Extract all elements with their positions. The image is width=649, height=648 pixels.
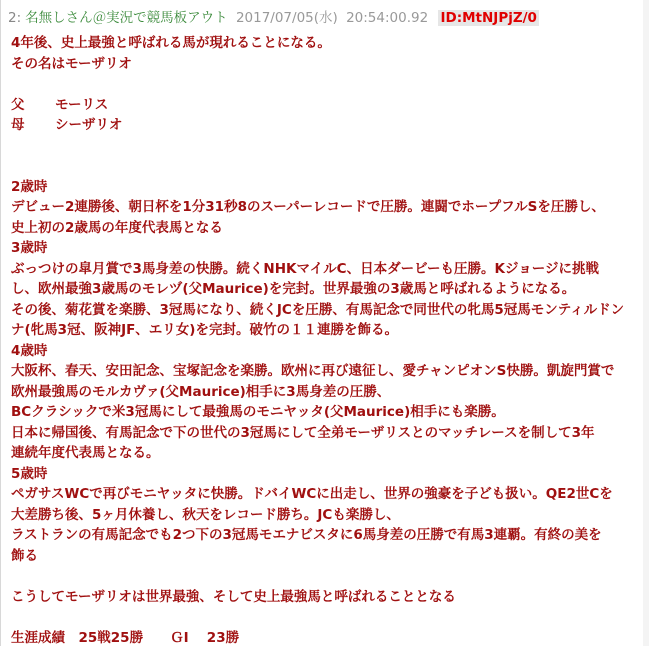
age3-line: ナ(牝馬3冠、阪神JF、エリ女)を完封。破竹の１１連勝を飾る。 — [11, 320, 641, 341]
age3-line: その後、菊花賞を楽勝、3冠馬になり、続くJCを圧勝、有馬記念で同世代の牝馬5冠馬モンティルドン — [11, 300, 641, 321]
pedigree-dam — [11, 115, 641, 136]
conclusion-line: こうしてモーザリオは世界最強、そして史上最強馬と呼ばれることとなる — [11, 587, 641, 608]
post-body — [11, 33, 641, 648]
age3-heading: 3歳時 — [11, 238, 641, 259]
blank-line — [11, 607, 641, 628]
sire-name: モーリス — [55, 97, 108, 113]
blank-line — [11, 74, 641, 95]
age2-line: デビュー2連勝後、朝日杯を1分31秒8のスーパーレコードで圧勝。連闘でホープフルSを圧勝し、 — [11, 197, 641, 218]
post-number[interactable]: 2: — [8, 10, 21, 26]
intro-line: 4年後、史上最強と呼ばれる馬が現れることになる。 — [11, 33, 641, 54]
post-time: 20:54:00.92 — [346, 10, 428, 26]
post-header — [8, 10, 543, 27]
age4-line: BCクラシックで米3冠馬にして最強馬のモニヤッタ(父Maurice)相手にも楽勝。 — [11, 402, 641, 423]
age4-line: 連続年度代表馬となる。 — [11, 443, 641, 464]
age4-line: 日本に帰国後、有馬記念で下の世代の3冠馬にして全弟モーザリスとのマッチレースを制して3年 — [11, 423, 641, 444]
age2-heading: 2歳時 — [11, 177, 641, 198]
age5-line: 大差勝ち後、5ヶ月休養し、秋天をレコード勝ち。JCも楽勝し、 — [11, 505, 641, 526]
age5-line: ラストランの有馬記念でも2つ下の3冠馬モエナビスタに6馬身差の圧勝で有馬3連覇。有終の美を — [11, 525, 641, 546]
blank-line — [11, 156, 641, 177]
age4-line: 欧州最強馬のモルカヴァ(父Maurice)相手に3馬身差の圧勝、 — [11, 382, 641, 403]
career-record: 生涯成績 25戦25勝 ＧⅠ 23勝 — [11, 628, 641, 648]
age4-line: 大阪杯、春天、安田記念、宝塚記念を楽勝。欧州に再び遠征し、愛チャンピオンS快勝。凱旋門賞で — [11, 361, 641, 382]
post-date: 2017/07/05(水) — [236, 10, 338, 26]
dam-label: 母 — [11, 115, 55, 136]
age4-heading: 4歳時 — [11, 341, 641, 362]
blank-line — [11, 136, 641, 157]
page-scrollbar[interactable] — [643, 0, 649, 646]
age3-line: ぶっつけの皐月賞で3馬身差の快勝。続くNHKマイルC、日本ダービーも圧勝。Kジョージに挑戦 — [11, 259, 641, 280]
blank-line — [11, 566, 641, 587]
dam-name: シーザリオ — [55, 117, 122, 133]
intro-line: その名はモーザリオ — [11, 54, 641, 75]
poster-name[interactable]: 名無しさん＠実況で競馬板アウト — [25, 10, 228, 26]
pedigree-sire — [11, 95, 641, 116]
age5-heading: 5歳時 — [11, 464, 641, 485]
age5-line: 飾る — [11, 546, 641, 567]
poster-id[interactable]: ID:MtNJPjZ/0 — [438, 10, 538, 26]
age3-line: し、欧州最強3歳馬のモレヅ(父Maurice)を完封。世界最強の3歳馬と呼ばれるようになる。 — [11, 279, 641, 300]
sire-label: 父 — [11, 95, 55, 116]
age5-line: ペガサスWCで再びモニヤッタに快勝。ドバイWCに出走し、世界の強豪を子ども扱い。QE2世Cを — [11, 484, 641, 505]
age2-line: 史上初の2歳馬の年度代表馬となる — [11, 218, 641, 239]
